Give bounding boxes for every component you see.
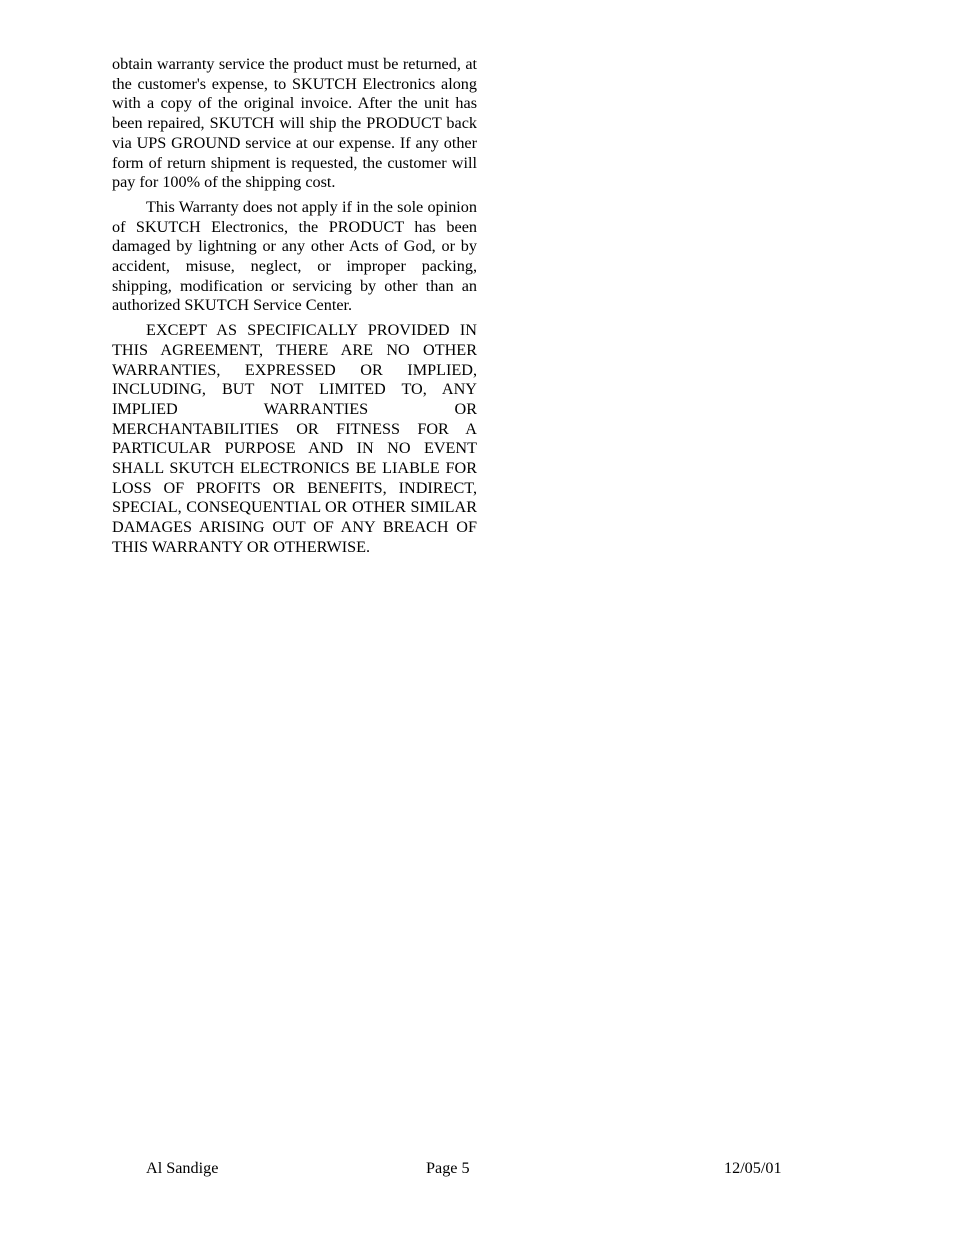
- text-column: [112, 55, 477, 563]
- page-footer: [0, 1158, 954, 1180]
- footer-author: Al Sandige: [146, 1159, 219, 1177]
- paragraph-warranty-service: obtain warranty service the product must be returned, at the customer's expense, to SKUTCH Electronics along with a copy of the original invoice. After the unit has been repaired, SKUTCH will ship the PRODUCT back via UPS GROUND service at our expense. If any other form of return shipment is requested, the customer will pay for 100% of the shipping cost.: [112, 55, 477, 192]
- footer-date: 12/05/01: [724, 1159, 782, 1177]
- footer-page-number: Page 5: [426, 1159, 470, 1177]
- paragraph-disclaimer: EXCEPT AS SPECIFICALLY PROVIDED IN THIS AGREEMENT, THERE ARE NO OTHER WARRANTIES, EXPRESSED OR IMPLIED, INCLUDING, BUT NOT LIMITED TO, ANY IMPLIED WARRANTIES OR MERCHANTABILITIES OR FITNESS FOR A PARTICULAR PURPOSE AND IN NO EVENT SHALL SKUTCH ELECTRONICS BE LIABLE FOR LOSS OF PROFITS OR BENEFITS, INDIRECT, SPECIAL, CONSEQUENTIAL OR OTHER SIMILAR DAMAGES ARISING OUT OF ANY BREACH OF THIS WARRANTY OR OTHERWISE.: [112, 321, 477, 556]
- paragraph-warranty-exclusions: This Warranty does not apply if in the sole opinion of SKUTCH Electronics, the PRODUCT has been damaged by lightning or any other Acts of God, or by accident, misuse, neglect, or improper packing, shipping, modification or servicing by other than an authorized SKUTCH Service Center.: [112, 197, 477, 315]
